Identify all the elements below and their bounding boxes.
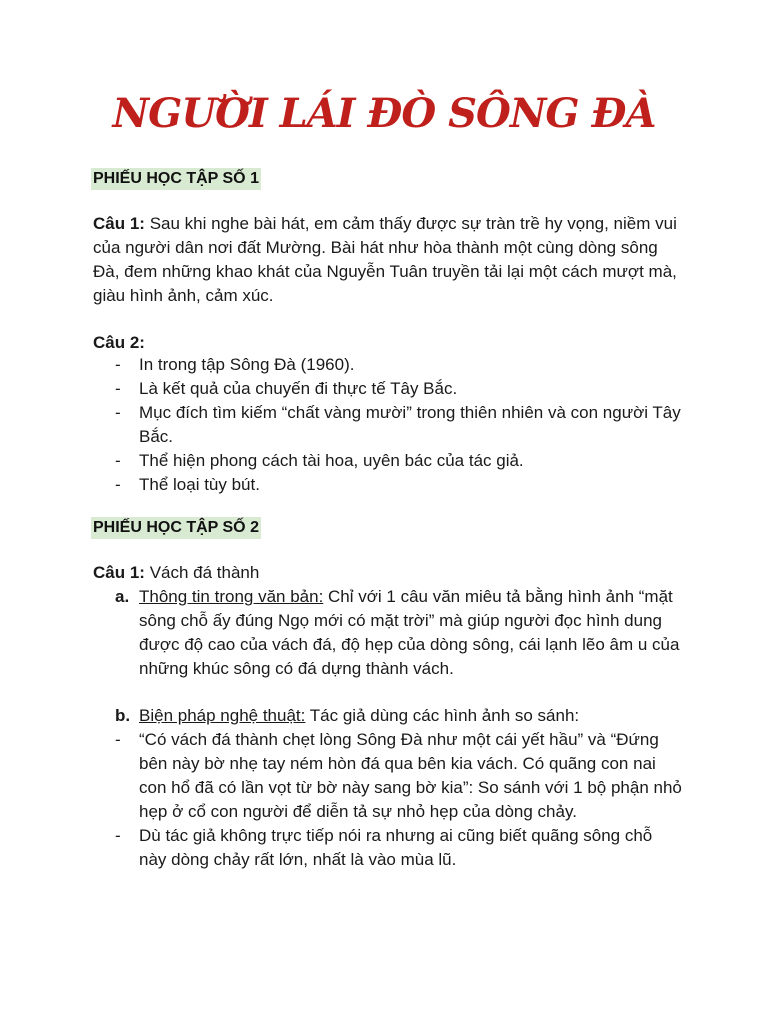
list-item xyxy=(93,401,683,449)
sheet2-heading: PHIẾU HỌC TẬP SỐ 2 xyxy=(91,517,261,539)
sheet1-heading: PHIẾU HỌC TẬP SỐ 1 xyxy=(91,168,261,190)
list-dash: - xyxy=(115,475,121,494)
sheet2-question1 xyxy=(93,561,683,585)
question1-label: Câu 1: xyxy=(93,214,145,233)
list-item-text: In trong tập Sông Đà (1960). xyxy=(139,355,355,374)
question1-paragraph xyxy=(93,212,683,308)
list-dash: - xyxy=(115,730,121,749)
sheet1-question1 xyxy=(93,212,683,308)
list-item-text: Là kết quả của chuyến đi thực tế Tây Bắc. xyxy=(139,379,458,398)
item-b-title: Biện pháp nghệ thuật: xyxy=(139,706,306,725)
sheet2-question1-text: Vách đá thành xyxy=(144,563,260,582)
list-item xyxy=(93,728,683,824)
list-item xyxy=(93,473,683,497)
list-dash: - xyxy=(115,379,121,398)
sheet1-question2-label xyxy=(93,331,683,355)
list-dash: - xyxy=(115,451,121,470)
question1-text: Sau khi nghe bài hát, em cảm thấy được sự tràn trề hy vọng, niềm vui của người dân nơi đất Mường. Bài hát như hòa thành một cùng dòng sông Đà, đem những khao khát của Nguyễn Tuân truyền tải lại một cách mượt mà, giàu hình ảnh, cảm xúc. xyxy=(93,214,677,305)
list-item-text: Mục đích tìm kiếm “chất vàng mười” trong thiên nhiên và con người Tây Bắc. xyxy=(139,403,681,446)
list-dash: - xyxy=(115,826,121,845)
sheet2-item-a xyxy=(93,585,683,681)
list-item xyxy=(93,377,683,401)
question2-label: Câu 2: xyxy=(93,333,145,352)
sheet2-item-b xyxy=(93,704,683,728)
list-item-text: Thể loại tùy bút. xyxy=(139,475,260,494)
item-b-text: Tác giả dùng các hình ảnh so sánh: xyxy=(305,706,580,725)
sheet2-question1-label: Câu 1: xyxy=(93,563,145,582)
list-item xyxy=(93,585,683,681)
item-a-text: Chỉ với 1 câu văn miêu tả bằng hình ảnh “mặt sông chỗ ấy đúng Ngọ mới có mặt trời” mà giúp người đọc hình dung được độ cao của vách đá, độ hẹp của dòng sông, cái lạnh lẽo âm u của những khúc sông có đá dựng thành vách. xyxy=(139,587,680,678)
sheet2-item-b-list xyxy=(93,728,683,872)
list-item-text: Thể hiện phong cách tài hoa, uyên bác của tác giả. xyxy=(139,451,524,470)
list-item xyxy=(93,824,683,872)
list-item-text: “Có vách đá thành chẹt lòng Sông Đà như một cái yết hầu” và “Đứng bên này bờ nhẹ tay ném hòn đá qua bên kia vách. Có quãng con nai con hổ đã có lần vọt từ bờ này sang bờ kia”: So sánh với 1 bộ phận nhỏ hẹp ở cổ con người để diễn tả sự nhỏ hẹp của dòng chảy. xyxy=(139,730,682,821)
sheet1-question2-list xyxy=(93,353,683,497)
list-dash: - xyxy=(115,403,121,422)
list-item-text: Dù tác giả không trực tiếp nói ra nhưng ai cũng biết quãng sông chỗ này dòng chảy rất lớn, nhất là vào mùa lũ. xyxy=(139,826,653,869)
list-dash: - xyxy=(115,355,121,374)
list-item xyxy=(93,353,683,377)
document-title: NGƯỜI LÁI ĐÒ SÔNG ĐÀ xyxy=(112,90,656,137)
list-item xyxy=(93,449,683,473)
item-a-marker: a. xyxy=(115,587,130,606)
item-a-title: Thông tin trong văn bản: xyxy=(139,587,324,606)
list-item xyxy=(93,704,683,728)
item-b-marker: b. xyxy=(115,706,131,725)
